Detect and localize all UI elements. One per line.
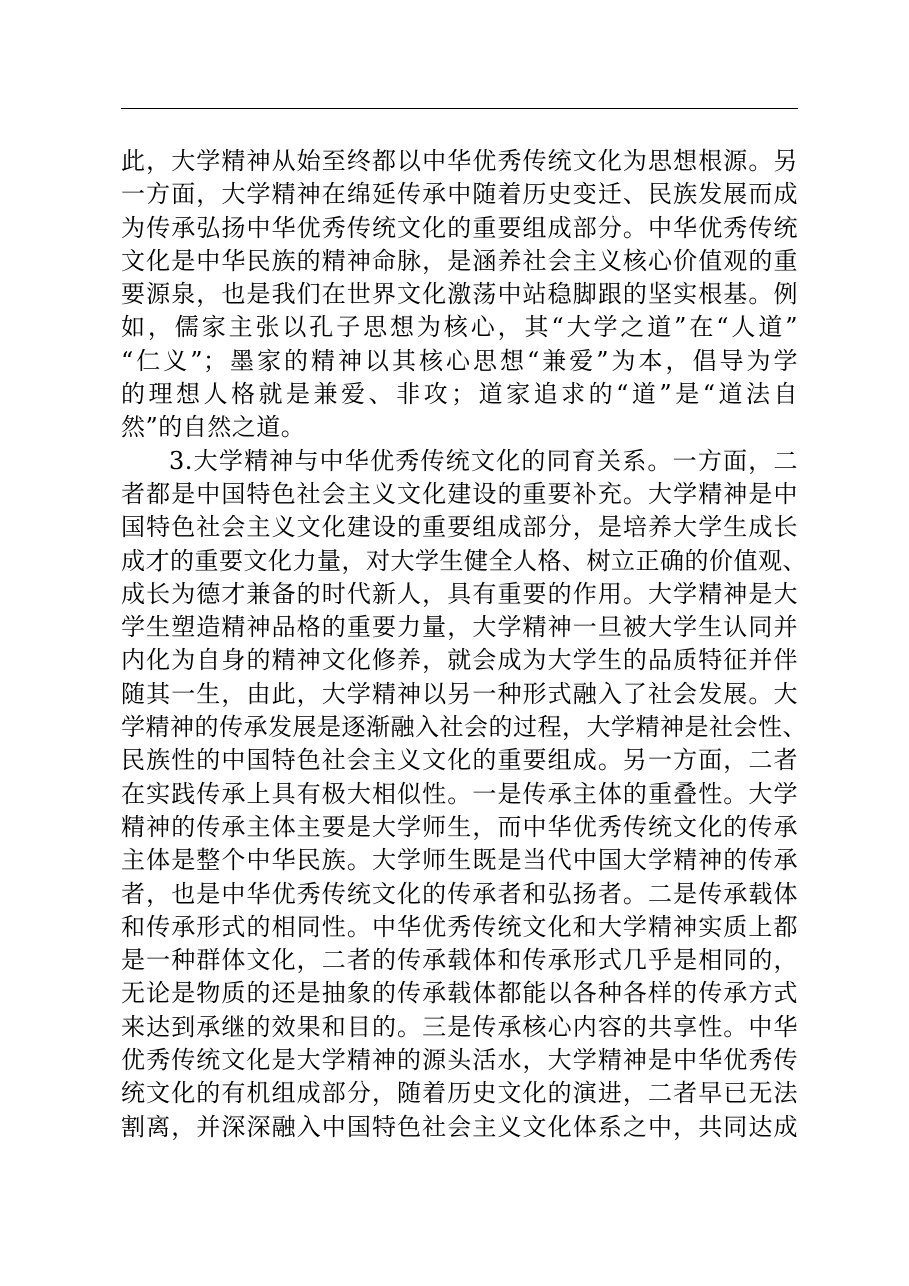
text-line: 精神的传承主体主要是大学师生，而中华优秀传统文化的传承 bbox=[121, 812, 798, 841]
text-line: 文化是中华民族的精神命脉，是涵养社会主义核心价值观的重 bbox=[121, 246, 798, 275]
text-line: 的理想人格就是兼爱、非攻；道家追求的“道”是“道法自 bbox=[121, 380, 798, 409]
text-line: 要源泉，也是我们在世界文化激荡中站稳脚跟的坚实根基。例 bbox=[121, 280, 798, 309]
text-line: 然”的自然之道。 bbox=[121, 413, 306, 442]
body-text bbox=[121, 145, 807, 1144]
text-line: 成才的重要文化力量，对大学生健全人格、树立正确的价值观、 bbox=[121, 546, 807, 575]
text-line: 3.大学精神与中华优秀传统文化的同育关系。一方面，二 bbox=[169, 446, 798, 475]
text-line: 统文化的有机组成部分，随着历史文化的演进，二者早已无法 bbox=[121, 1079, 798, 1108]
text-line: 无论是物质的还是抽象的传承载体都能以各种各样的传承方式 bbox=[121, 979, 798, 1008]
text-line: 主体是整个中华民族。大学师生既是当代中国大学精神的传承 bbox=[121, 846, 798, 875]
text-line: 是一种群体文化，二者的传承载体和传承形式几乎是相同的， bbox=[121, 946, 798, 975]
text-line: 此，大学精神从始至终都以中华优秀传统文化为思想根源。另 bbox=[121, 147, 798, 175]
header-rule bbox=[121, 108, 798, 109]
text-line: 内化为自身的精神文化修养，就会成为大学生的品质特征并伴 bbox=[121, 646, 798, 675]
text-line: 随其一生，由此，大学精神以另一种形式融入了社会发展。大 bbox=[121, 679, 798, 708]
text-line: 割离，并深深融入中国特色社会主义文化体系之中，共同达成 bbox=[121, 1112, 798, 1141]
text-line: 为传承弘扬中华优秀传统文化的重要组成部分。中华优秀传统 bbox=[121, 213, 798, 242]
text-line: 国特色社会主义文化建设的重要组成部分，是培养大学生成长 bbox=[121, 513, 798, 542]
text-line: 民族性的中国特色社会主义文化的重要组成。另一方面，二者 bbox=[121, 746, 798, 775]
text-line: 成长为德才兼备的时代新人，具有重要的作用。大学精神是大 bbox=[121, 579, 798, 608]
text-line: 学精神的传承发展是逐渐融入社会的过程，大学精神是社会性、 bbox=[121, 713, 807, 742]
text-line: 如，儒家主张以孔子思想为核心，其“大学之道”在“人道” bbox=[121, 313, 798, 342]
text-line: 者，也是中华优秀传统文化的传承者和弘扬者。二是传承载体 bbox=[121, 879, 798, 908]
text-line: 在实践传承上具有极大相似性。一是传承主体的重叠性。大学 bbox=[121, 779, 798, 808]
text-line: 学生塑造精神品格的重要力量，大学精神一旦被大学生认同并 bbox=[121, 613, 798, 642]
text-line: “仁义”；墨家的精神以其核心思想“兼爱”为本，倡导为学 bbox=[121, 346, 798, 375]
text-line: 者都是中国特色社会主义文化建设的重要补充。大学精神是中 bbox=[121, 479, 798, 508]
text-line: 优秀传统文化是大学精神的源头活水，大学精神是中华优秀传 bbox=[121, 1046, 798, 1075]
text-line: 和传承形式的相同性。中华优秀传统文化和大学精神实质上都 bbox=[121, 912, 798, 941]
text-line: 一方面，大学精神在绵延传承中随着历史变迁、民族发展而成 bbox=[121, 180, 798, 209]
text-line: 来达到承继的效果和目的。三是传承核心内容的共享性。中华 bbox=[121, 1012, 798, 1041]
